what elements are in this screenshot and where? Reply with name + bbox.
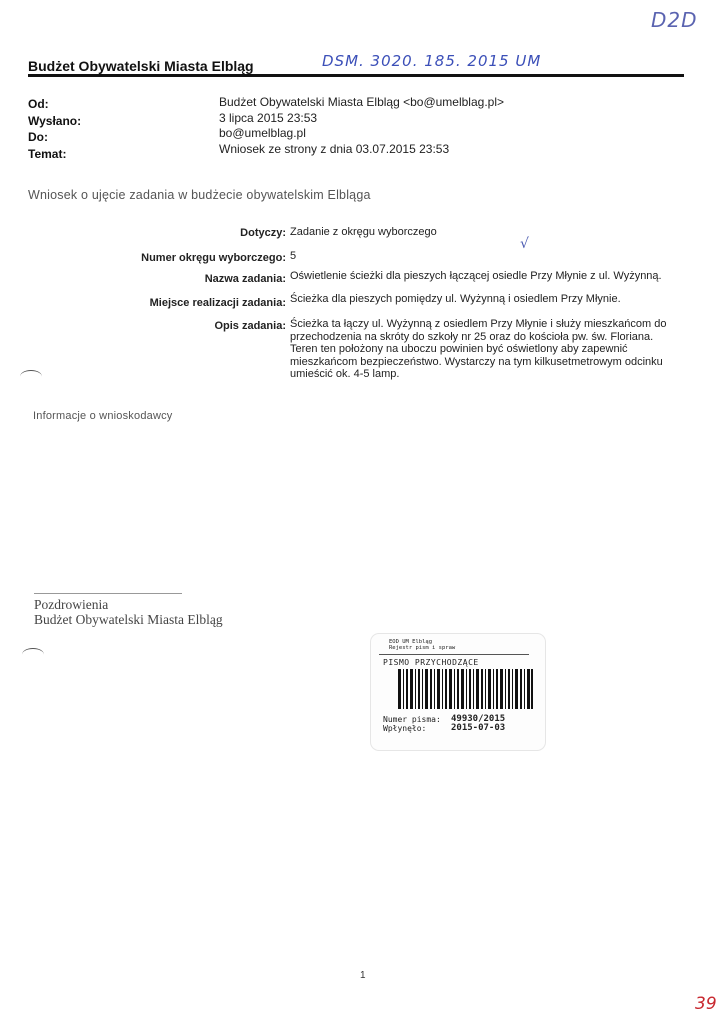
barcode-image — [398, 669, 533, 709]
signature-rule — [34, 593, 182, 594]
from-value: Budżet Obywatelski Miasta Elbląg <bo@umelblag.pl> — [219, 95, 504, 109]
stamp-number-value: 49930/2015 — [451, 714, 506, 724]
task-name-label: Nazwa zadania: — [204, 273, 286, 285]
stamp-number-label: Numer pisma: — [383, 715, 441, 724]
subject-value: Wniosek ze strony z dnia 03.07.2015 23:53 — [219, 142, 450, 156]
sent-label: Wysłano: — [28, 114, 82, 128]
punch-mark — [22, 648, 44, 661]
reference-number-annotation: DSM. 3020. 185. 2015 UM — [322, 52, 542, 70]
from-label: Od: — [28, 97, 49, 111]
description-text — [290, 318, 690, 381]
to-value: bo@umelblag.pl — [219, 126, 306, 140]
location-value: Ścieżka dla pieszych pomiędzy ul. Wyżynną i osiedlem Przy Młynie. — [290, 293, 621, 305]
to-label: Do: — [28, 130, 48, 144]
sent-value: 3 lipca 2015 23:53 — [219, 111, 318, 125]
stamp-received-label: Wpłynęło: — [383, 724, 427, 733]
description-label: Opis zadania: — [214, 320, 286, 332]
document-title: Budżet Obywatelski Miasta Elbląg — [28, 58, 254, 74]
application-heading: Wniosek o ujęcie zadania w budżecie obywatelskim Elbląga — [28, 188, 371, 202]
check-mark: √ — [520, 236, 530, 252]
stamp-type: PISMO PRZYCHODZĄCE — [383, 658, 479, 667]
description-line: Ścieżka ta łączy ul. Wyżynną z osiedlem Przy Młynie i służy mieszkańcom do — [290, 318, 667, 330]
stamp-office: EOD UM Elbląg — [389, 639, 433, 645]
header-rule — [28, 74, 684, 77]
stamp-received-value: 2015-07-03 — [451, 723, 506, 733]
stamp-divider — [379, 654, 529, 655]
task-name-value: Oświetlenie ścieżki dla pieszych łączącej osiedle Przy Młynie z ul. Wyżynną. — [290, 270, 662, 282]
district-value: 5 — [290, 250, 297, 262]
description-line: mieszkańcom bezpieczeństwo. Wystarczy na tym kilkusetmetrowym odcinku — [290, 355, 663, 368]
registry-stamp — [371, 634, 545, 750]
concerns-label: Dotyczy: — [240, 227, 286, 239]
description-line: Teren ten położony na uboczu powinien być oświetlony aby zapewnić — [290, 343, 628, 356]
corner-code-annotation: D2D — [651, 8, 698, 32]
stamp-register: Rejestr pism i spraw — [389, 645, 456, 651]
description-line: umieścić ok. 4-5 lamp. — [290, 368, 400, 381]
greeting-text: Pozdrowienia — [34, 597, 109, 612]
concerns-value: Zadanie z okręgu wyborczego — [290, 226, 437, 238]
page-number: 1 — [360, 970, 366, 981]
description-line: przechodzenia na skróty do szkoły nr 25 oraz do kościoła pw. św. Floriana. — [290, 330, 654, 343]
punch-mark — [20, 370, 42, 383]
location-label: Miejsce realizacji zadania: — [149, 297, 286, 309]
sender-text: Budżet Obywatelski Miasta Elbląg — [34, 612, 223, 627]
handwritten-page-mark: 39 — [695, 994, 717, 1014]
applicant-heading: Informacje o wnioskodawcy — [33, 410, 173, 422]
subject-label: Temat: — [28, 147, 67, 161]
district-label: Numer okręgu wyborczego: — [141, 252, 286, 264]
